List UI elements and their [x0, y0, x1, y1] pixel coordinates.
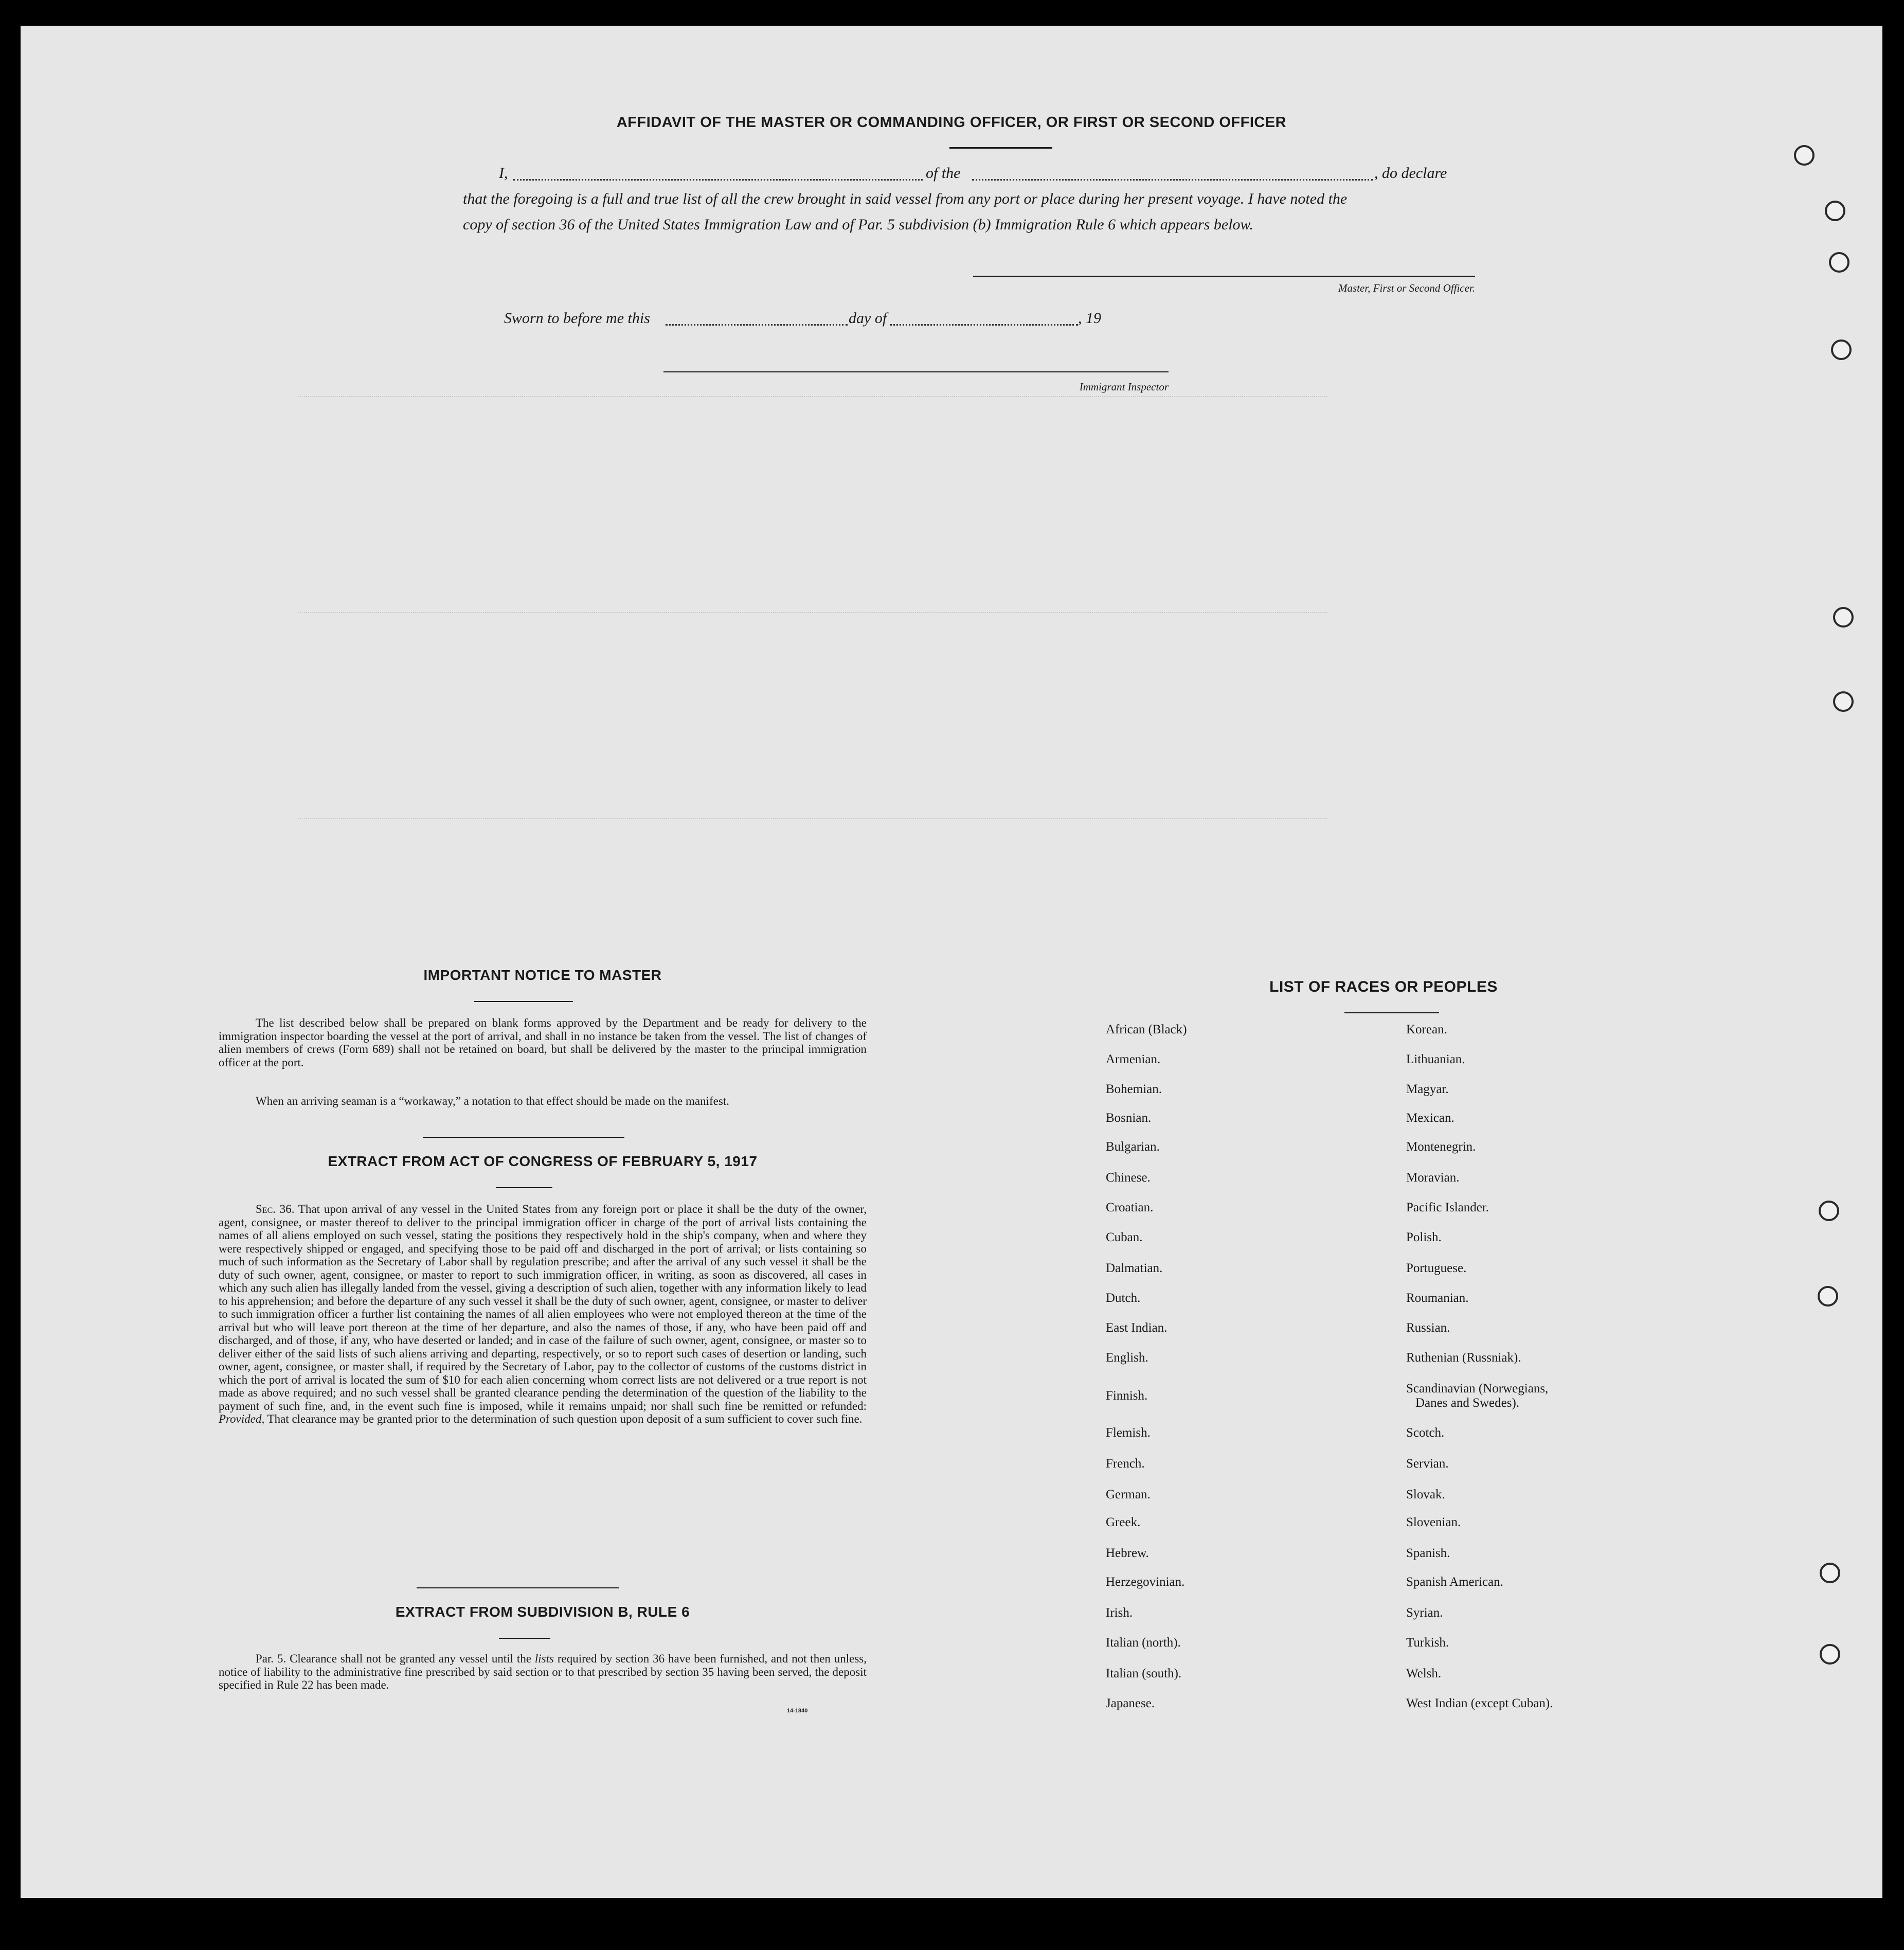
race-item: Finnish.: [1106, 1389, 1148, 1403]
race-item: German.: [1106, 1488, 1151, 1501]
binder-hole: [1819, 1201, 1839, 1221]
affidavit-declaration-line2: copy of section 36 of the United States Immigration Law and of Par. 5 subdivision (b) Immigration Rule 6 which appears below.: [463, 216, 1253, 233]
affidavit-title: AFFIDAVIT OF THE MASTER OR COMMANDING OFFICER, OR FIRST OR SECOND OFFICER: [616, 114, 1287, 131]
binder-hole: [1820, 1644, 1840, 1665]
race-item: Greek.: [1106, 1515, 1141, 1529]
binder-hole: [1833, 691, 1854, 712]
day-field[interactable]: [666, 324, 848, 326]
race-item: Polish.: [1406, 1230, 1442, 1244]
race-item: Mexican.: [1406, 1111, 1454, 1125]
race-item: Irish.: [1106, 1606, 1133, 1620]
binder-hole: [1818, 1286, 1838, 1307]
section-36-text-end: That clearance may be granted prior to the determination of such question upon deposit of a sum sufficient to cover such fine.: [267, 1412, 863, 1425]
race-item: Bulgarian.: [1106, 1140, 1160, 1154]
lists-word: lists: [534, 1652, 554, 1665]
race-item: Servian.: [1406, 1457, 1449, 1471]
month-field[interactable]: [890, 324, 1078, 326]
race-item: Croatian.: [1106, 1201, 1154, 1214]
race-item: Slovak.: [1406, 1488, 1445, 1501]
notice-paragraph-2: When an arriving seaman is a “workaway,” a notation to that effect should be made on the manifest.: [256, 1095, 729, 1107]
binder-hole: [1831, 339, 1852, 360]
race-item: Lithuanian.: [1406, 1052, 1465, 1066]
inspector-signature-line[interactable]: [663, 371, 1169, 372]
provided-label: Provided,: [219, 1412, 265, 1425]
race-item: Spanish American.: [1406, 1575, 1503, 1589]
sworn-label: Sworn to before me this: [504, 310, 650, 327]
binder-hole: [1820, 1563, 1840, 1583]
form-number: 14-1840: [787, 1708, 808, 1714]
race-item: Japanese.: [1106, 1696, 1155, 1710]
race-item: Italian (south).: [1106, 1667, 1182, 1680]
race-item: English.: [1106, 1351, 1148, 1365]
affidavit-i-label: I,: [499, 165, 508, 182]
race-item: Spanish.: [1406, 1546, 1450, 1560]
binder-hole: [1829, 252, 1849, 273]
extract-rule-title: EXTRACT FROM SUBDIVISION B, RULE 6: [395, 1604, 690, 1620]
notice-paragraph-1: The list described below shall be prepared on blank forms approved by the Department and be ready for delivery to the immigration inspector boarding the vessel at the port of arrival, and shall in no instance be taken from the vessel. The list of changes of alien members of crews (Form 689) shall not be retained on board, but shall be delivered by the master to the principal immigration officer at the port.: [219, 1016, 867, 1069]
extract-rule-text: [219, 1652, 867, 1692]
race-item: Montenegrin.: [1406, 1140, 1476, 1154]
document-page: [21, 26, 1882, 1898]
race-item: West Indian (except Cuban).: [1406, 1696, 1553, 1710]
race-item-continued: Danes and Swedes).: [1415, 1396, 1520, 1410]
race-item: Syrian.: [1406, 1606, 1443, 1620]
race-item: Magyar.: [1406, 1082, 1449, 1096]
divider: [474, 1001, 573, 1002]
divider: [1344, 1012, 1439, 1013]
year-label: , 19: [1078, 310, 1101, 327]
race-item: Roumanian.: [1406, 1291, 1469, 1305]
extract-act-text: [219, 1203, 867, 1426]
signature-line[interactable]: [973, 276, 1475, 277]
race-item: Chinese.: [1106, 1171, 1151, 1185]
divider: [423, 1137, 624, 1138]
bleed-through-mark: [298, 818, 1327, 824]
name-field[interactable]: [513, 179, 923, 181]
rule-text-end: required by section 36 have been furnished, and not then unless, notice of liability to the administrative fine prescribed by said section or to that prescribed by section 35 having been served, the deposit specified in Rule 22 has been made.: [219, 1652, 867, 1691]
notice-title: IMPORTANT NOTICE TO MASTER: [423, 967, 662, 983]
race-item: Ruthenian (Russniak).: [1406, 1351, 1521, 1365]
race-item: Russian.: [1406, 1321, 1450, 1335]
race-item: Hebrew.: [1106, 1546, 1149, 1560]
inspector-label: Immigrant Inspector: [1079, 381, 1169, 393]
race-item: Herzegovinian.: [1106, 1575, 1185, 1589]
bleed-through-mark: [298, 396, 1327, 402]
race-item: Flemish.: [1106, 1426, 1151, 1440]
binder-hole: [1833, 607, 1854, 628]
affidavit-of-the-label: of the: [926, 165, 961, 182]
race-item: Welsh.: [1406, 1667, 1442, 1680]
race-item: East Indian.: [1106, 1321, 1167, 1335]
race-item: Dalmatian.: [1106, 1261, 1163, 1275]
affidavit-do-declare: , do declare: [1374, 165, 1447, 182]
race-item: Bosnian.: [1106, 1111, 1152, 1125]
race-item: Turkish.: [1406, 1636, 1449, 1650]
race-item: French.: [1106, 1457, 1145, 1471]
binder-hole: [1825, 201, 1845, 221]
race-item: Portuguese.: [1406, 1261, 1467, 1275]
binder-hole: [1794, 145, 1815, 166]
race-item: Dutch.: [1106, 1291, 1141, 1305]
races-title: LIST OF RACES OR PEOPLES: [1269, 978, 1498, 995]
race-item: Pacific Islander.: [1406, 1201, 1489, 1214]
race-item: Cuban.: [1106, 1230, 1143, 1244]
race-item: African (Black): [1106, 1023, 1187, 1036]
race-item: Moravian.: [1406, 1171, 1460, 1185]
divider: [417, 1587, 619, 1588]
race-item: Scandinavian (Norwegians,: [1406, 1382, 1549, 1396]
vessel-field[interactable]: [972, 179, 1373, 181]
signature-label: Master, First or Second Officer.: [1338, 282, 1475, 294]
divider: [499, 1638, 550, 1639]
race-item: Armenian.: [1106, 1052, 1161, 1066]
section-label: Sec. 36.: [256, 1203, 295, 1215]
section-36-text: That upon arrival of any vessel in the United States from any foreign port or place it shall be the duty of the owner, agent, consignee, or master thereof to deliver to the principal immigration officer in charge of the port of arrival lists containing the names of all aliens employed on such vessel, stating the positions they respectively hold in the ship's company, when and where they were respectively shipped or engaged, and specifying those to be paid off and discharged in the port of arrival; or lists containing so much of such information as the Secretary of Labor shall by regulation prescribe; and after the arrival of any such vessel it shall be the duty of such owner, agent, consignee, or master to report to such immigration officer, in writing, as soon as discovered, all cases in which any such alien has illegally landed from the vessel, giving a description of such alien, together with any information likely to lead to his apprehension; and before the departure of any such vessel it shall be the duty of such owner, agent, consignee, or master to deliver to such immigration officer a further list containing the names of all alien employees who were not employed thereon at the time of the arrival but who will leave port thereon at the time of her departure, and also the names of those, if any, who have been paid off and discharged, and of those, if any, who have deserted or landed; and in case of the failure of such owner, agent, consignee, or master so to deliver either of the said lists of such aliens arriving and departing, respectively, or so to report such cases of desertion or landing, such owner, agent, consignee, or master shall, if required by the Secretary of Labor, pay to the collector of customs of the customs district in which the port of arrival is located the sum of $10 for each alien concerning whom correct lists are not delivered or a true report is not made as above required; and no such vessel shall be granted clearance pending the determination of the question of the liability to the payment of such fine, and, in the event such fine is imposed, while it remains unpaid; nor shall such fine be remitted or refunded:: [219, 1203, 867, 1412]
race-item: Korean.: [1406, 1023, 1447, 1036]
divider: [496, 1187, 552, 1188]
bleed-through-mark: [298, 612, 1327, 618]
race-item: Italian (north).: [1106, 1636, 1181, 1650]
race-item: Bohemian.: [1106, 1082, 1162, 1096]
race-item: Slovenian.: [1406, 1515, 1461, 1529]
day-of-label: day of: [849, 310, 887, 327]
extract-act-title: EXTRACT FROM ACT OF CONGRESS OF FEBRUARY 5, 1917: [328, 1153, 758, 1169]
race-item: Scotch.: [1406, 1426, 1445, 1440]
divider: [949, 147, 1052, 149]
affidavit-declaration-line1: that the foregoing is a full and true list of all the crew brought in said vessel from any port or place during her present voyage. I have noted the: [463, 190, 1348, 207]
rule-text-start: Par. 5. Clearance shall not be granted any vessel until the: [256, 1652, 532, 1665]
